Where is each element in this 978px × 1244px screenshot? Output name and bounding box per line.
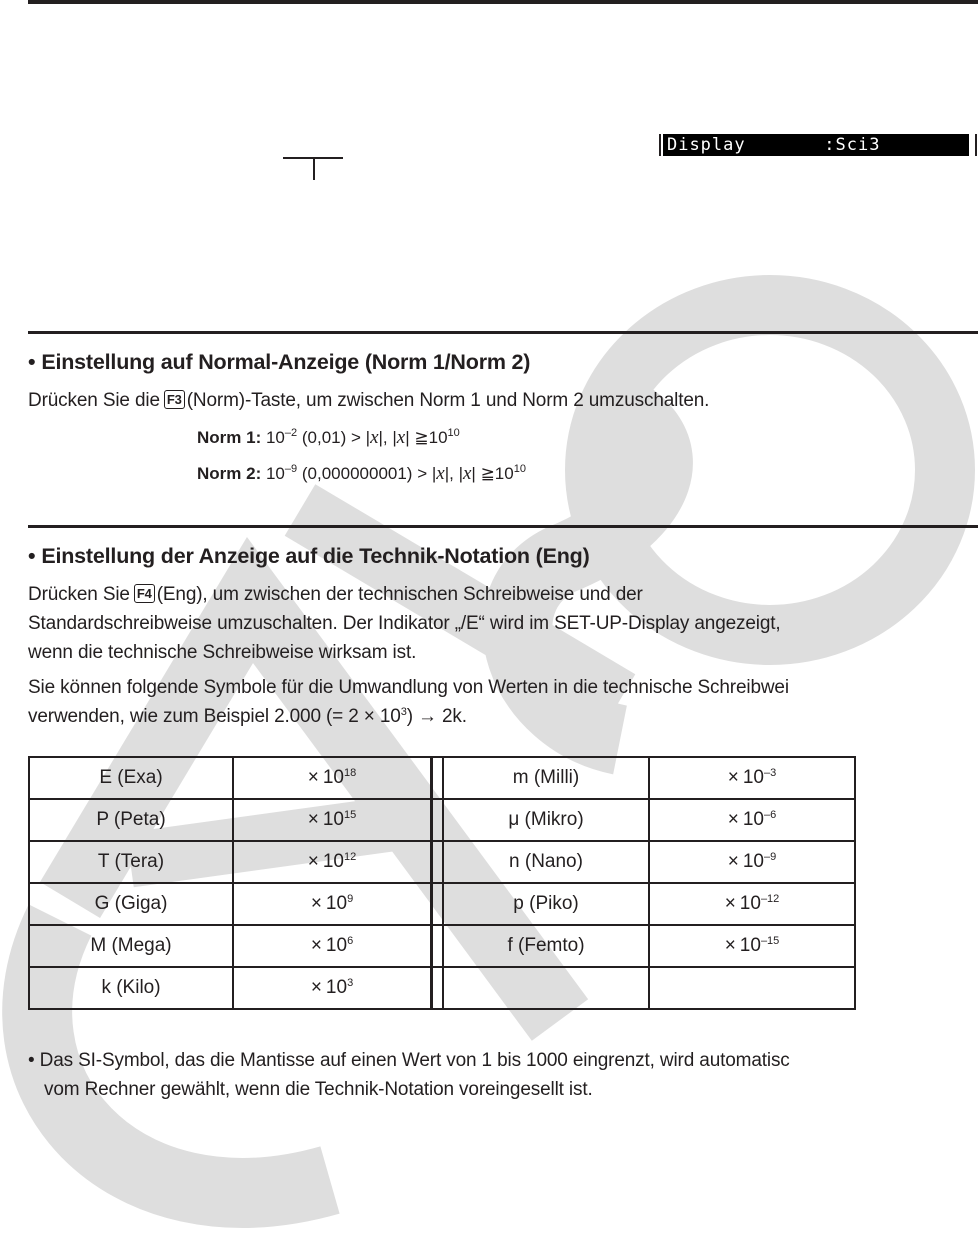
prefix-factor [233, 757, 432, 799]
si-prefix-table [28, 756, 856, 1010]
factor-base: 10 [739, 893, 761, 914]
factor-exponent: 9 [347, 893, 354, 905]
si-table-row [29, 799, 855, 841]
prefix-factor [649, 799, 855, 841]
factor-base: 10 [325, 977, 348, 998]
f4-key-icon: F4 [134, 584, 155, 603]
column-divider [432, 967, 444, 1009]
factor-exponent: –12 [760, 893, 780, 905]
prefix-name: G (Giga) [29, 883, 233, 925]
section-heading-eng [28, 544, 590, 569]
prefix-factor [649, 967, 855, 1009]
factor-base: 10 [742, 809, 764, 830]
lcd-edge-right [975, 134, 977, 156]
prefix-name: T (Tera) [29, 841, 233, 883]
times-symbol: × [310, 935, 322, 956]
norm2-definition: Norm 2: $10^{-9}$ (0,000000001) > |x|, |x| $≧10^{10}$ [197, 463, 526, 484]
eng-paragraph-line-2: Standardschreibweise umzuschalten. Der Indikator „/E“ wird im SET-UP-Display angezeigt, [28, 613, 781, 634]
eng-paragraph-line-4: Sie können folgende Symbole für die Umwandlung von Werten in die technische Schreibwei [28, 677, 789, 698]
factor-base: 10 [325, 893, 348, 914]
times-symbol: × [727, 851, 739, 872]
factor-base: 10 [742, 851, 764, 872]
heading-bullet: • [28, 350, 36, 374]
prefix-factor [649, 841, 855, 883]
factor-base: 10 [322, 809, 344, 830]
times-symbol: × [307, 809, 319, 830]
factor-exponent: –3 [764, 767, 777, 779]
lcd-setup-display-line [659, 134, 977, 156]
factor-exponent: 18 [344, 767, 357, 779]
note-bullet: • [28, 1050, 35, 1071]
prefix-factor [649, 883, 855, 925]
lcd-label: Display [666, 135, 746, 155]
prefix-factor [649, 925, 855, 967]
prefix-name [443, 967, 649, 1009]
prefix-name: p (Piko) [443, 883, 649, 925]
prefix-factor [649, 757, 855, 799]
times-symbol: × [310, 977, 322, 998]
factor-exponent: 15 [344, 809, 357, 821]
heading-text: Einstellung der Anzeige auf die Technik-Notation (Eng) [41, 544, 590, 568]
factor-base: 10 [322, 851, 344, 872]
prefix-name: m (Milli) [443, 757, 649, 799]
prefix-name: f (Femto) [443, 925, 649, 967]
si-table-row [29, 925, 855, 967]
lcd-edge-left [659, 134, 661, 156]
note-line-1: • Das SI-Symbol, das die Mantisse auf einen Wert von 1 bis 1000 eingrenzt, wird automatisc [28, 1050, 790, 1071]
si-table-row [29, 883, 855, 925]
section-heading-norm [28, 350, 530, 375]
eng-paragraph-line-5: verwenden, wie zum Beispiel 2.000 (= $2 \times 10^3) \to 2k$. [28, 706, 467, 727]
prefix-factor [233, 925, 432, 967]
times-symbol: × [724, 893, 736, 914]
prefix-name: n (Nano) [443, 841, 649, 883]
prefix-factor [233, 883, 432, 925]
factor-base: 10 [742, 767, 764, 788]
si-table-row [29, 841, 855, 883]
factor-base: 10 [739, 935, 761, 956]
column-divider [432, 757, 444, 799]
lcd-highlighted-row [663, 134, 969, 156]
prefix-name: M (Mega) [29, 925, 233, 967]
times-symbol: × [724, 935, 736, 956]
times-symbol: × [727, 767, 739, 788]
factor-base: 10 [325, 935, 348, 956]
prefix-name: E (Exa) [29, 757, 233, 799]
cursor-marker-stem [313, 158, 315, 180]
prefix-factor [233, 799, 432, 841]
times-symbol: × [307, 767, 319, 788]
factor-exponent: 3 [347, 977, 354, 989]
factor-exponent: –6 [764, 809, 777, 821]
column-divider [432, 925, 444, 967]
factor-exponent: –9 [764, 851, 777, 863]
times-symbol: × [310, 893, 322, 914]
factor-base: 10 [322, 767, 344, 788]
heading-bullet: • [28, 544, 36, 568]
eng-paragraph-line-1: Drücken Sie F4 (Eng), um zwischen der technischen Schreibweise und der [28, 584, 643, 605]
lcd-value: :Sci3 [824, 135, 881, 155]
eng-paragraph-line-3: wenn die technische Schreibweise wirksam ist. [28, 642, 417, 663]
prefix-factor [233, 967, 432, 1009]
f3-key-icon: F3 [164, 390, 185, 409]
factor-exponent: 12 [344, 851, 357, 863]
times-symbol: × [727, 809, 739, 830]
note-line-2: vom Rechner gewählt, wenn die Technik-Notation voreingesellt ist. [44, 1079, 593, 1100]
factor-exponent: 6 [347, 935, 354, 947]
section-rule-norm [28, 331, 978, 334]
column-divider [432, 883, 444, 925]
prefix-name: k (Kilo) [29, 967, 233, 1009]
si-note [28, 1046, 790, 1104]
heading-text: Einstellung auf Normal-Anzeige (Norm 1/Norm 2) [41, 350, 531, 374]
si-table-row [29, 757, 855, 799]
prefix-factor [233, 841, 432, 883]
section-rule-eng [28, 525, 978, 528]
column-divider [432, 841, 444, 883]
si-table-row [29, 967, 855, 1009]
column-divider [432, 799, 444, 841]
prefix-name: P (Peta) [29, 799, 233, 841]
norm1-definition: Norm 1: $10^{-2}$ (0,01) > |x|, |x| $≧10^{10}$ [197, 427, 460, 448]
factor-exponent: –15 [760, 935, 780, 947]
prefix-name: μ (Mikro) [443, 799, 649, 841]
times-symbol: × [307, 851, 319, 872]
norm-intro: Drücken Sie die F3 (Norm)-Taste, um zwischen Norm 1 und Norm 2 umzuschalten. [28, 390, 710, 411]
top-rule [28, 0, 978, 4]
